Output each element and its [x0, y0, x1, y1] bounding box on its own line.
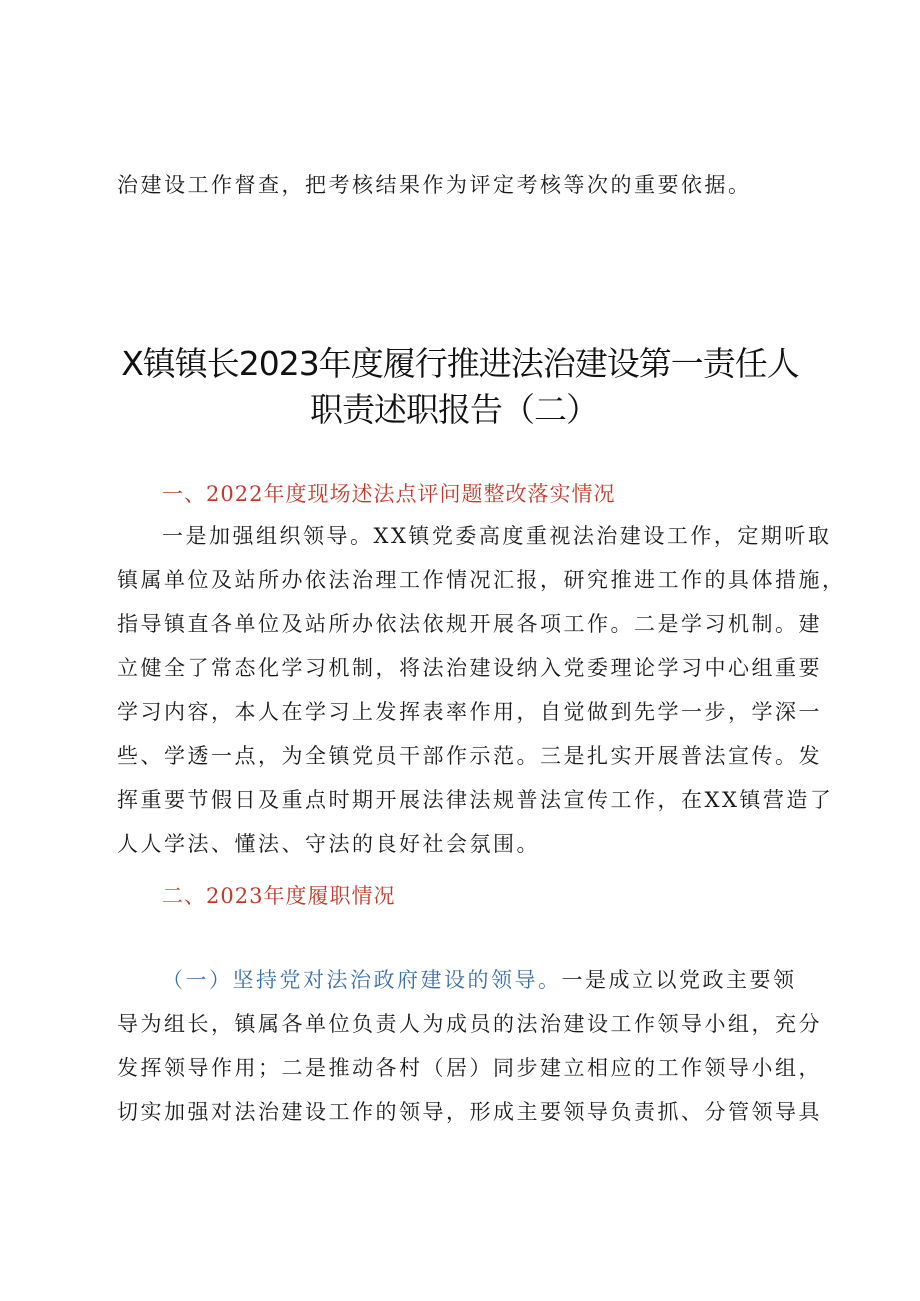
- paragraph-line: 镇属单位及站所办依法治理工作情况汇报，研究推进工作的具体措施，: [117, 568, 846, 592]
- subsection-1-heading: （一）坚持党对法治政府建设的领导。: [162, 968, 562, 992]
- paragraph-line: 学习内容，本人在学习上发挥表率作用，自觉做到先学一步，学深一: [117, 700, 822, 724]
- report-title-line-2: 职责述职报告（二）: [310, 390, 598, 429]
- section-1-heading: 一、2022年度现场述法点评问题整改落实情况: [162, 482, 616, 506]
- report-title-line-1: X镇镇长2023年度履行推进法治建设第一责任人: [121, 344, 799, 383]
- section-2-heading: 二、2023年度履职情况: [162, 884, 396, 908]
- paragraph-line: 发挥领导作用；二是推动各村（居）同步建立相应的工作领导小组，: [117, 1056, 822, 1080]
- paragraph-line: 一是加强组织领导。XX镇党委高度重视法治建设工作，定期听取: [162, 524, 832, 548]
- paragraph-line: 切实加强对法治建设工作的领导，形成主要领导负责抓、分管领导具: [117, 1100, 822, 1124]
- previous-page-tail: 治建设工作督查，把考核结果作为评定考核等次的重要依据。: [117, 173, 752, 197]
- paragraph-line: 人人学法、懂法、守法的良好社会氛围。: [117, 832, 540, 856]
- paragraph-line: 挥重要节假日及重点时期开展法律法规普法宣传工作，在XX镇营造了: [117, 788, 834, 812]
- paragraph-line: 些、学透一点，为全镇党员干部作示范。三是扎实开展普法宣传。发: [117, 744, 822, 768]
- paragraph-line: 指导镇直各单位及站所办依法依规开展各项工作。二是学习机制。建: [117, 612, 822, 636]
- paragraph-line: 导为组长，镇属各单位负责人为成员的法治建设工作领导小组，充分: [117, 1012, 822, 1036]
- subsection-1-first-line: [162, 965, 862, 995]
- paragraph-line: 立健全了常态化学习机制，将法治建设纳入党委理论学习中心组重要: [117, 656, 822, 680]
- subsection-1-first-text: 一是成立以党政主要领: [561, 968, 797, 992]
